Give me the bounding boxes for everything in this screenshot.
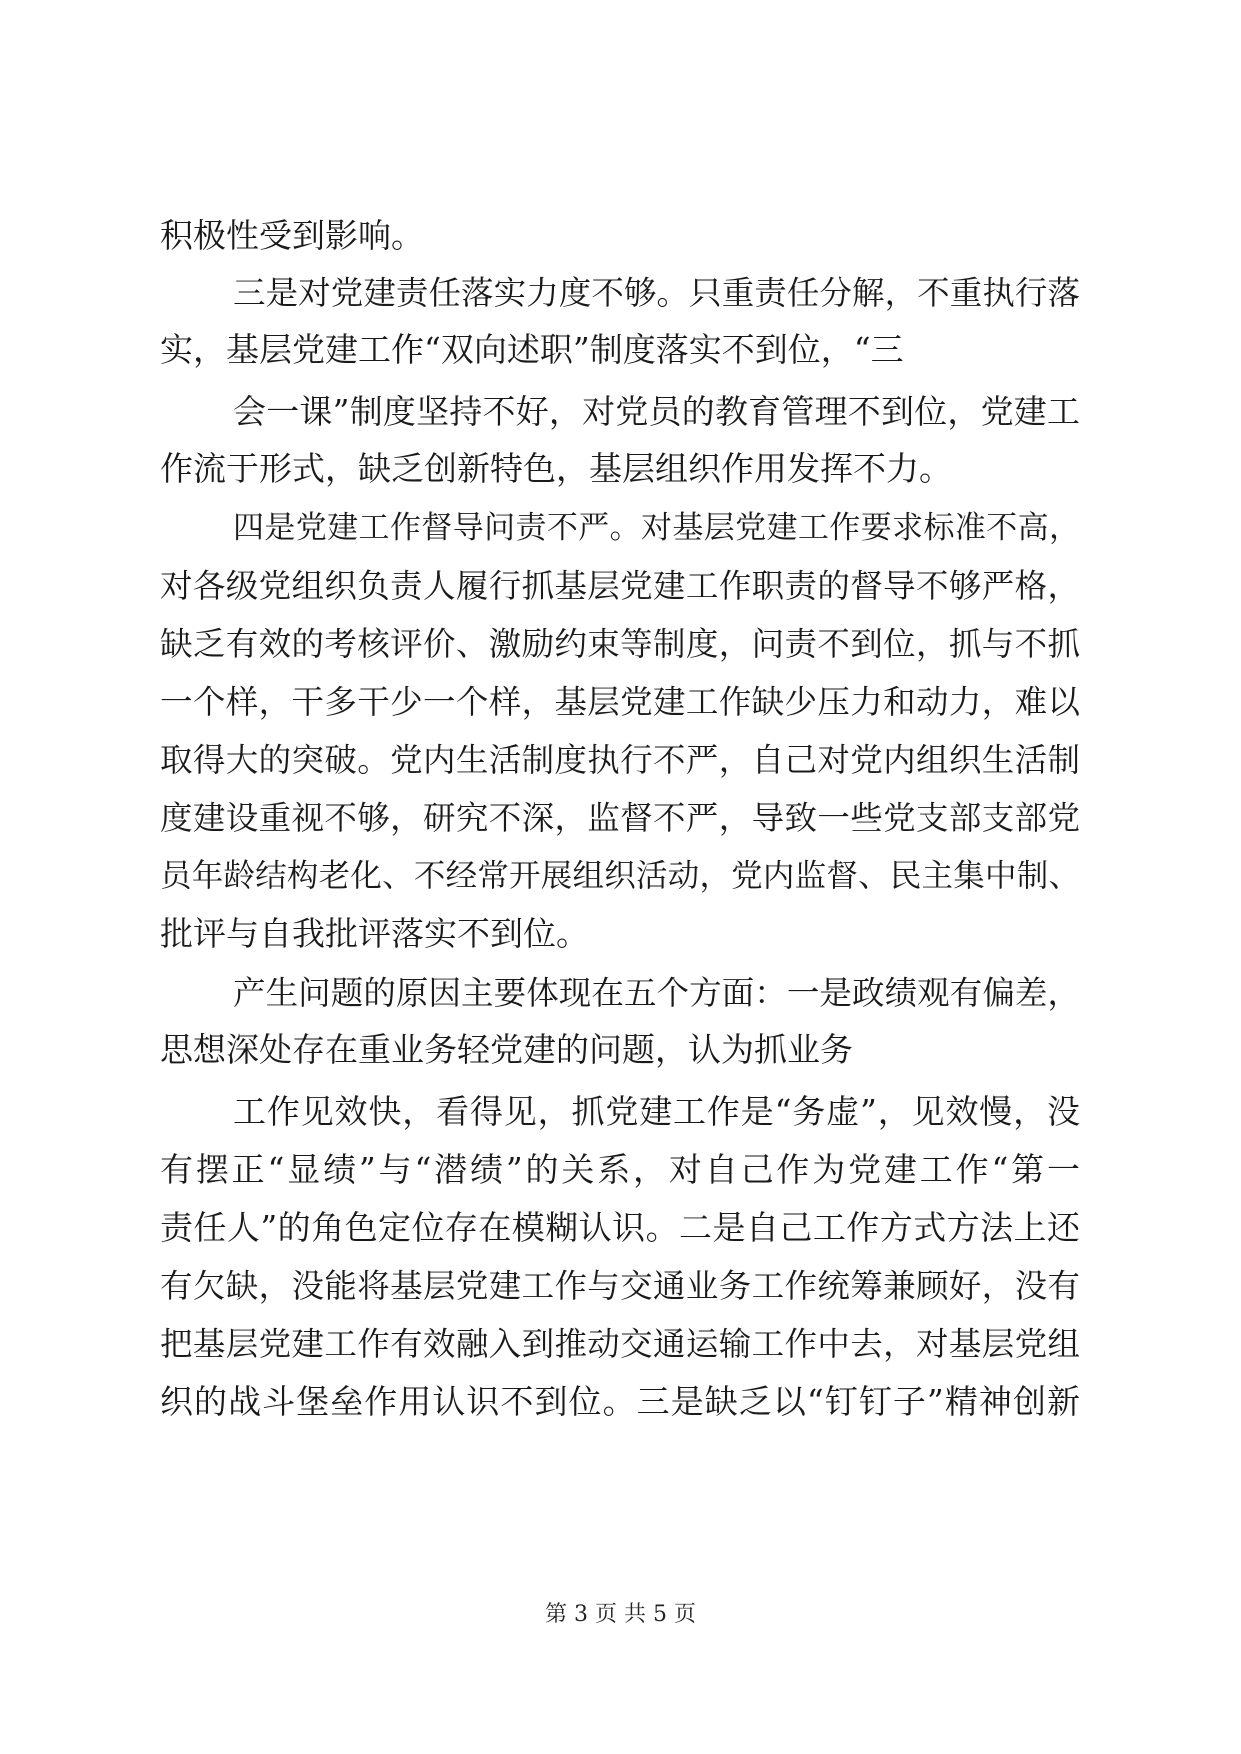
text-line: 批评与自我批评落实不到位。	[160, 914, 589, 953]
text-line: 思想深处存在重业务轻党建的问题，认为抓业务	[160, 1030, 853, 1069]
text-line: 工作见效快，看得见，抓党建工作是“务虚”，见效慢，没	[233, 1092, 1080, 1131]
text-line: 实，基层党建工作“双向述职”制度落实不到位，“三	[160, 330, 904, 369]
text-line: 有欠缺，没能将基层党建工作与交通业务工作统筹兼顾好，没有	[160, 1267, 1080, 1305]
text-line: 责任人”的角色定位存在模糊认识。二是自己工作方式方法上还	[160, 1208, 1080, 1247]
text-line: 有摆正“显绩”与“潜绩”的关系，对自己作为党建工作“第一	[160, 1150, 1080, 1189]
text-line: 作流于形式，缺乏创新特色，基层组织作用发挥不力。	[160, 449, 952, 488]
text-line: 度建设重视不够，研究不深，监督不严，导致一些党支部支部党	[160, 799, 1080, 837]
text-line: 三是对党建责任落实力度不够。只重责任分解，不重执行落	[233, 274, 1080, 312]
text-line: 会一课”制度坚持不好，对党员的教育管理不到位，党建工	[233, 392, 1080, 431]
text-line: 四是党建工作督导问责不严。对基层党建工作要求标准不高，	[233, 510, 1080, 546]
text-line: 织的战斗堡垒作用认识不到位。三是缺乏以“钉钉子”精神创新	[160, 1382, 1080, 1421]
text-line: 一个样，干多干少一个样，基层党建工作缺少压力和动力，难以	[160, 683, 1080, 721]
text-line: 员年龄结构老化、不经常开展组织活动，党内监督、民主集中制、	[160, 858, 1080, 894]
text-line: 积极性受到影响。	[160, 216, 424, 255]
text-line: 把基层党建工作有效融入到推动交通运输工作中去，对基层党组	[160, 1325, 1080, 1363]
page-number-footer: 第 3 页 共 5 页	[545, 1602, 696, 1627]
text-line: 取得大的突破。党内生活制度执行不严，自己对党内组织生活制	[160, 741, 1080, 779]
text-line: 缺乏有效的考核评价、激励约束等制度，问责不到位，抓与不抓	[160, 625, 1080, 663]
text-line: 产生问题的原因主要体现在五个方面：一是政绩观有偏差，	[233, 974, 1080, 1012]
text-line: 对各级党组织负责人履行抓基层党建工作职责的督导不够严格，	[160, 567, 1080, 605]
